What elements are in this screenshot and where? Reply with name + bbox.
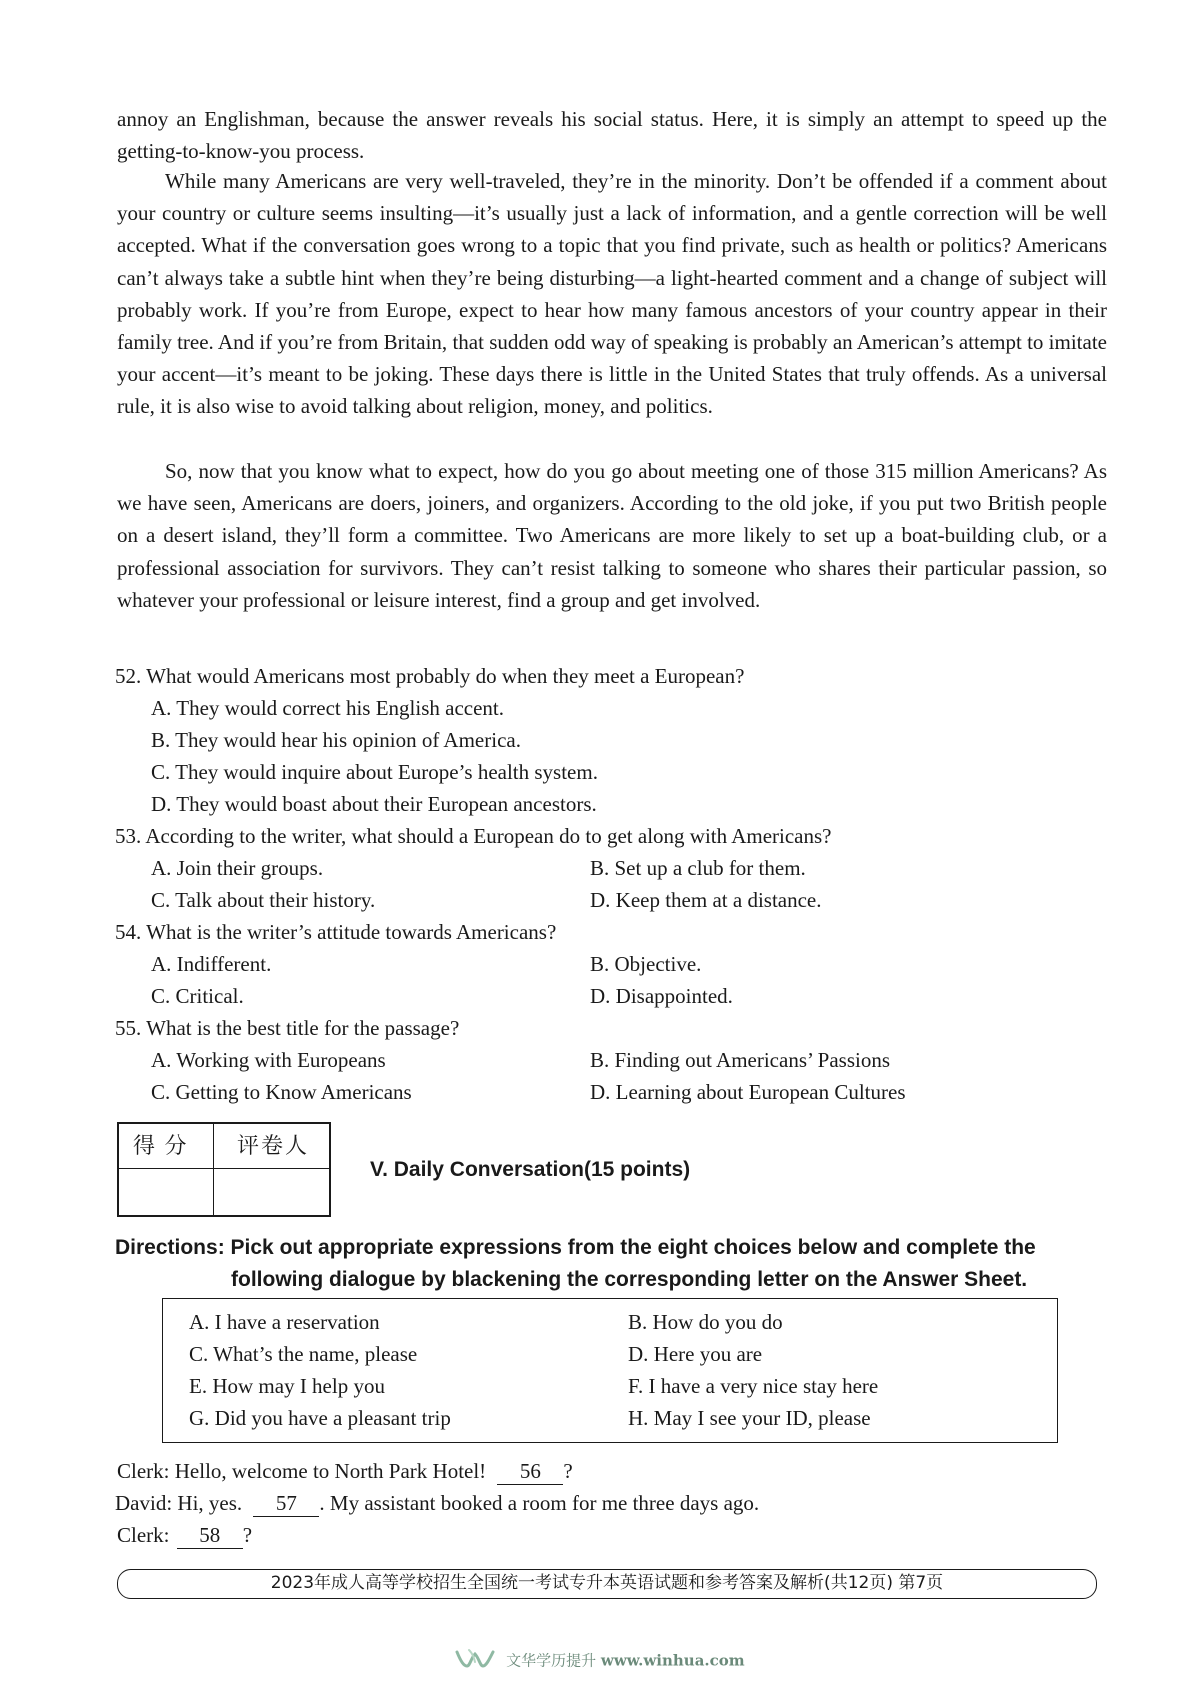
dialogue-speaker: Clerk: [117, 1523, 170, 1547]
winhua-logo-icon [455, 1648, 495, 1674]
score-label: 得 分 [133, 1133, 189, 1158]
question-55-option-b: B. Finding out Americans’ Passions [590, 1048, 891, 1072]
dialogue-speaker: Clerk: [117, 1459, 170, 1483]
answer-blank-58[interactable]: 58 [177, 1522, 243, 1549]
directions-line-1: Pick out appropriate expressions from the eight choices below and complete the [230, 1236, 1036, 1259]
question-55-option-d: D. Learning about European Cultures [590, 1080, 906, 1104]
choice-c: C. What’s the name, please [189, 1342, 418, 1366]
choice-f: F. I have a very nice stay here [628, 1374, 879, 1398]
passage-paragraph-2: While many Americans are very well-traveled, they’re in the minority. Don’t be offended if a comment about your country or culture seems insulting—it’s usually just a lack of information, and a gentle correction will be well accepted. What if the conversation goes wrong to a topic that you find private, such as health or politics? Americans can’t always take a subtle hint when they’re being disturbing—a light-hearted comment and a change of subject will probably work. If you’re from Europe, expect to hear how many famous ancestors of your country appear in their family tree. And if you’re from Britain, that sudden odd way of speaking is probably an American’s attempt to imitate your accent—it’s meant to be joking. These days there is little in the United States that truly offends. As a universal rule, it is also wise to avoid talking about religion, money, and politics. [117, 169, 1107, 419]
answer-blank-56[interactable]: 56 [497, 1458, 563, 1485]
dialogue-text: Hello, welcome to North Park Hotel! [174, 1459, 487, 1483]
dialogue-line-3 [117, 1519, 252, 1551]
choices-box [162, 1298, 1058, 1443]
score-table-divider-vertical [213, 1124, 214, 1215]
question-53-option-d: D. Keep them at a distance. [590, 888, 822, 912]
directions-line-2: following dialogue by blackening the corresponding letter on the Answer Sheet. [231, 1268, 1028, 1291]
dialogue-punctuation: ? [242, 1523, 253, 1547]
passage-paragraph-3: So, now that you know what to expect, how do you go about meeting one of those 315 million Americans? As we have seen, Americans are doers, joiners, and organizers. According to the old joke, if you put two British people on a desert island, they’ll form a committee. Two Americans are more likely to set up a boat-building club, or a professional association for survivors. They can’t resist talking to someone who shares their particular passion, so whatever your professional or leisure interest, find a group and get involved. [117, 459, 1107, 612]
page-footer: 2023年成人高等学校招生全国统一考试专升本英语试题和参考答案及解析(共12页) 第7页 [117, 1569, 1097, 1599]
question-52-option-d: D. They would boast about their European ancestors. [151, 792, 597, 816]
question-53-option-c: C. Talk about their history. [151, 888, 376, 912]
question-54-stem: 54. What is the writer’s attitude towards Americans? [115, 920, 557, 944]
directions-label: Directions: [115, 1236, 225, 1259]
choice-g: G. Did you have a pleasant trip [189, 1406, 451, 1430]
dialogue-punctuation: ? [563, 1459, 573, 1483]
dialogue-text: . My assistant booked a room for me three days ago. [319, 1491, 760, 1515]
question-54-option-d: D. Disappointed. [590, 984, 733, 1008]
choice-d: D. Here you are [628, 1342, 763, 1366]
directions [115, 1232, 1105, 1296]
dialogue-speaker: David: [115, 1491, 173, 1515]
question-55-option-c: C. Getting to Know Americans [151, 1080, 412, 1104]
choice-h: H. May I see your ID, please [628, 1406, 871, 1430]
answer-blank-57[interactable]: 57 [253, 1490, 319, 1517]
score-table-divider-horizontal [119, 1168, 329, 1169]
watermark [0, 1648, 1200, 1674]
choice-a: A. I have a reservation [189, 1310, 380, 1334]
question-54-option-b: B. Objective. [590, 952, 702, 976]
grader-label: 评卷人 [237, 1133, 310, 1158]
passage-paragraph-1: annoy an Englishman, because the answer reveals his social status. Here, it is simply an attempt to speed up the getting-to-know-you process. [117, 107, 1107, 164]
question-53-option-a: A. Join their groups. [151, 856, 324, 880]
question-52-option-b: B. They would hear his opinion of America. [151, 728, 521, 752]
question-52-option-c: C. They would inquire about Europe’s health system. [151, 760, 598, 784]
dialogue-line-2 [115, 1487, 759, 1519]
choice-b: B. How do you do [628, 1310, 783, 1334]
question-55-option-a: A. Working with Europeans [151, 1048, 386, 1072]
dialogue-text: Hi, yes. [177, 1491, 243, 1515]
question-54-option-c: C. Critical. [151, 984, 244, 1008]
question-53-option-b: B. Set up a club for them. [590, 856, 806, 880]
choice-e: E. How may I help you [189, 1374, 385, 1398]
watermark-brand: 文华学历提升 [506, 1651, 597, 1670]
watermark-url[interactable]: www.winhua.com [600, 1651, 745, 1670]
question-55-stem: 55. What is the best title for the passage? [115, 1016, 460, 1040]
question-52-option-a: A. They would correct his English accent. [151, 696, 505, 720]
score-table [117, 1122, 331, 1217]
question-52-stem: 52. What would Americans most probably do when they meet a European? [115, 664, 745, 688]
question-53-stem: 53. According to the writer, what should a European do to get along with Americans? [115, 824, 832, 848]
dialogue-line-1 [117, 1455, 573, 1487]
question-54-option-a: A. Indifferent. [151, 952, 272, 976]
section-title: V. Daily Conversation(15 points) [370, 1158, 691, 1181]
